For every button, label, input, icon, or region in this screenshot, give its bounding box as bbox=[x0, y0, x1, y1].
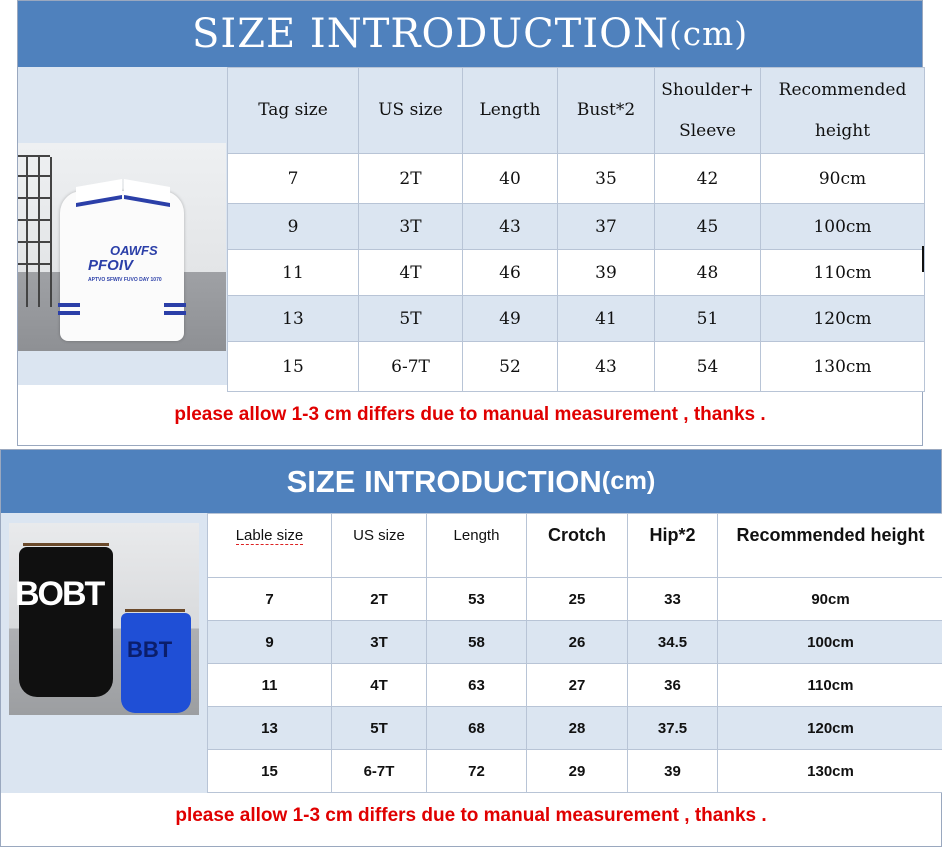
cell-length: 68 bbox=[427, 707, 527, 750]
cell-crotch: 26 bbox=[527, 621, 628, 664]
pants-image-block bbox=[1, 513, 208, 793]
table-row bbox=[208, 621, 942, 664]
banner-unit: (cm) bbox=[601, 467, 656, 495]
cell-us: 3T bbox=[332, 621, 427, 664]
cell-us: 5T bbox=[359, 296, 463, 342]
cell-bust: 35 bbox=[558, 154, 655, 204]
table-row bbox=[228, 342, 925, 392]
cell-length: 49 bbox=[463, 296, 558, 342]
wire-grid-decoration bbox=[18, 155, 50, 305]
table-header-row bbox=[208, 514, 942, 578]
cell-height: 120cm bbox=[718, 707, 942, 750]
cell-shoulder: 45 bbox=[655, 204, 761, 250]
cell-hip: 33 bbox=[628, 578, 718, 621]
pants-print-text: BOBT bbox=[15, 575, 104, 613]
edge-divider bbox=[922, 246, 924, 272]
black-pants-shape bbox=[19, 547, 113, 697]
cell-crotch: 27 bbox=[527, 664, 628, 707]
pants-product-image bbox=[9, 523, 199, 715]
cell-bust: 43 bbox=[558, 342, 655, 392]
cell-length: 46 bbox=[463, 250, 558, 296]
cell-us: 2T bbox=[332, 578, 427, 621]
cell-height: 100cm bbox=[718, 621, 942, 664]
cell-label: 9 bbox=[208, 621, 332, 664]
sleeve-stripe bbox=[58, 303, 80, 307]
header-label-size bbox=[208, 514, 332, 578]
print-line-3: APTVO SFWIV FUVO DAY 1070 bbox=[88, 277, 162, 283]
cell-hip: 37.5 bbox=[628, 707, 718, 750]
cell-length: 40 bbox=[463, 154, 558, 204]
header-length: Length bbox=[427, 514, 527, 578]
table-row bbox=[228, 154, 925, 204]
hanger-bar bbox=[23, 543, 109, 546]
table-row bbox=[208, 578, 942, 621]
pants-size-panel bbox=[0, 449, 942, 847]
header-shoulder-sleeve bbox=[655, 68, 761, 154]
sleeve-stripe bbox=[164, 311, 186, 315]
hanger-bar bbox=[125, 609, 185, 612]
header-label-size-text: Lable size bbox=[235, 527, 304, 544]
cell-hip: 36 bbox=[628, 664, 718, 707]
cell-shoulder: 48 bbox=[655, 250, 761, 296]
cell-crotch: 25 bbox=[527, 578, 628, 621]
cell-tag: 15 bbox=[228, 342, 359, 392]
blue-pants-print-text: BBT bbox=[127, 637, 173, 662]
cell-us: 4T bbox=[359, 250, 463, 296]
header-height-line1: Recommended bbox=[778, 79, 907, 100]
measurement-note: please allow 1-3 cm differs due to manual measurement , thanks . bbox=[174, 404, 766, 425]
cell-crotch: 29 bbox=[527, 750, 628, 793]
shirt-size-banner bbox=[18, 1, 922, 67]
blue-pants-shape bbox=[121, 613, 191, 713]
table-row bbox=[208, 707, 942, 750]
measurement-note: please allow 1-3 cm differs due to manual measurement , thanks . bbox=[175, 805, 767, 826]
cell-bust: 41 bbox=[558, 296, 655, 342]
cell-height: 90cm bbox=[718, 578, 942, 621]
cell-length: 53 bbox=[427, 578, 527, 621]
table-row bbox=[208, 664, 942, 707]
cell-height: 100cm bbox=[761, 204, 925, 250]
table-row bbox=[228, 296, 925, 342]
cell-us: 6-7T bbox=[359, 342, 463, 392]
pants-size-table bbox=[207, 513, 942, 793]
cell-shoulder: 42 bbox=[655, 154, 761, 204]
cell-height: 130cm bbox=[718, 750, 942, 793]
header-crotch: Crotch bbox=[527, 514, 628, 578]
shirt-product-image bbox=[18, 143, 226, 351]
cell-bust: 39 bbox=[558, 250, 655, 296]
banner-title: SIZE INTRODUCTION bbox=[191, 11, 669, 57]
cell-length: 43 bbox=[463, 204, 558, 250]
cell-us: 6-7T bbox=[332, 750, 427, 793]
cell-label: 11 bbox=[208, 664, 332, 707]
cell-height: 120cm bbox=[761, 296, 925, 342]
cell-hip: 34.5 bbox=[628, 621, 718, 664]
cell-height: 110cm bbox=[761, 250, 925, 296]
header-recommended-height: Recommended height bbox=[718, 514, 942, 578]
shirt-size-table bbox=[227, 67, 925, 392]
cell-label: 7 bbox=[208, 578, 332, 621]
banner-title: SIZE INTRODUCTION bbox=[286, 463, 602, 499]
cell-us: 3T bbox=[359, 204, 463, 250]
cell-label: 13 bbox=[208, 707, 332, 750]
cell-us: 5T bbox=[332, 707, 427, 750]
cell-tag: 7 bbox=[228, 154, 359, 204]
table-header-row bbox=[228, 68, 925, 154]
header-bust: Bust*2 bbox=[558, 68, 655, 154]
print-line-1: OAWFS bbox=[110, 243, 158, 258]
cell-crotch: 28 bbox=[527, 707, 628, 750]
table-row bbox=[228, 250, 925, 296]
sleeve-stripe bbox=[164, 303, 186, 307]
header-us-size: US size bbox=[359, 68, 463, 154]
shirt-image-block bbox=[18, 67, 228, 385]
cell-tag: 13 bbox=[228, 296, 359, 342]
cell-height: 110cm bbox=[718, 664, 942, 707]
sleeve-stripe bbox=[58, 311, 80, 315]
cell-height: 130cm bbox=[761, 342, 925, 392]
cell-length: 58 bbox=[427, 621, 527, 664]
header-us-size: US size bbox=[332, 514, 427, 578]
cell-tag: 11 bbox=[228, 250, 359, 296]
cell-length: 63 bbox=[427, 664, 527, 707]
table-row bbox=[228, 204, 925, 250]
cell-shoulder: 54 bbox=[655, 342, 761, 392]
cell-hip: 39 bbox=[628, 750, 718, 793]
table-row bbox=[208, 750, 942, 793]
shirt-print-graphic bbox=[88, 243, 163, 288]
cell-shoulder: 51 bbox=[655, 296, 761, 342]
cell-label: 15 bbox=[208, 750, 332, 793]
print-line-2: PFOIV bbox=[88, 257, 134, 274]
header-shoulder-line1: Shoulder+ bbox=[661, 79, 754, 100]
cell-tag: 9 bbox=[228, 204, 359, 250]
cell-us: 2T bbox=[359, 154, 463, 204]
header-length: Length bbox=[463, 68, 558, 154]
cell-us: 4T bbox=[332, 664, 427, 707]
header-tag-size: Tag size bbox=[228, 68, 359, 154]
cell-length: 72 bbox=[427, 750, 527, 793]
shirt-size-panel bbox=[17, 0, 923, 446]
header-shoulder-line2: Sleeve bbox=[679, 120, 736, 141]
cell-height: 90cm bbox=[761, 154, 925, 204]
banner-unit: (cm) bbox=[668, 15, 749, 53]
header-height-line2: height bbox=[814, 120, 871, 141]
pants-size-banner bbox=[1, 450, 941, 513]
header-recommended-height bbox=[761, 68, 925, 154]
cell-bust: 37 bbox=[558, 204, 655, 250]
cell-length: 52 bbox=[463, 342, 558, 392]
header-hip: Hip*2 bbox=[628, 514, 718, 578]
